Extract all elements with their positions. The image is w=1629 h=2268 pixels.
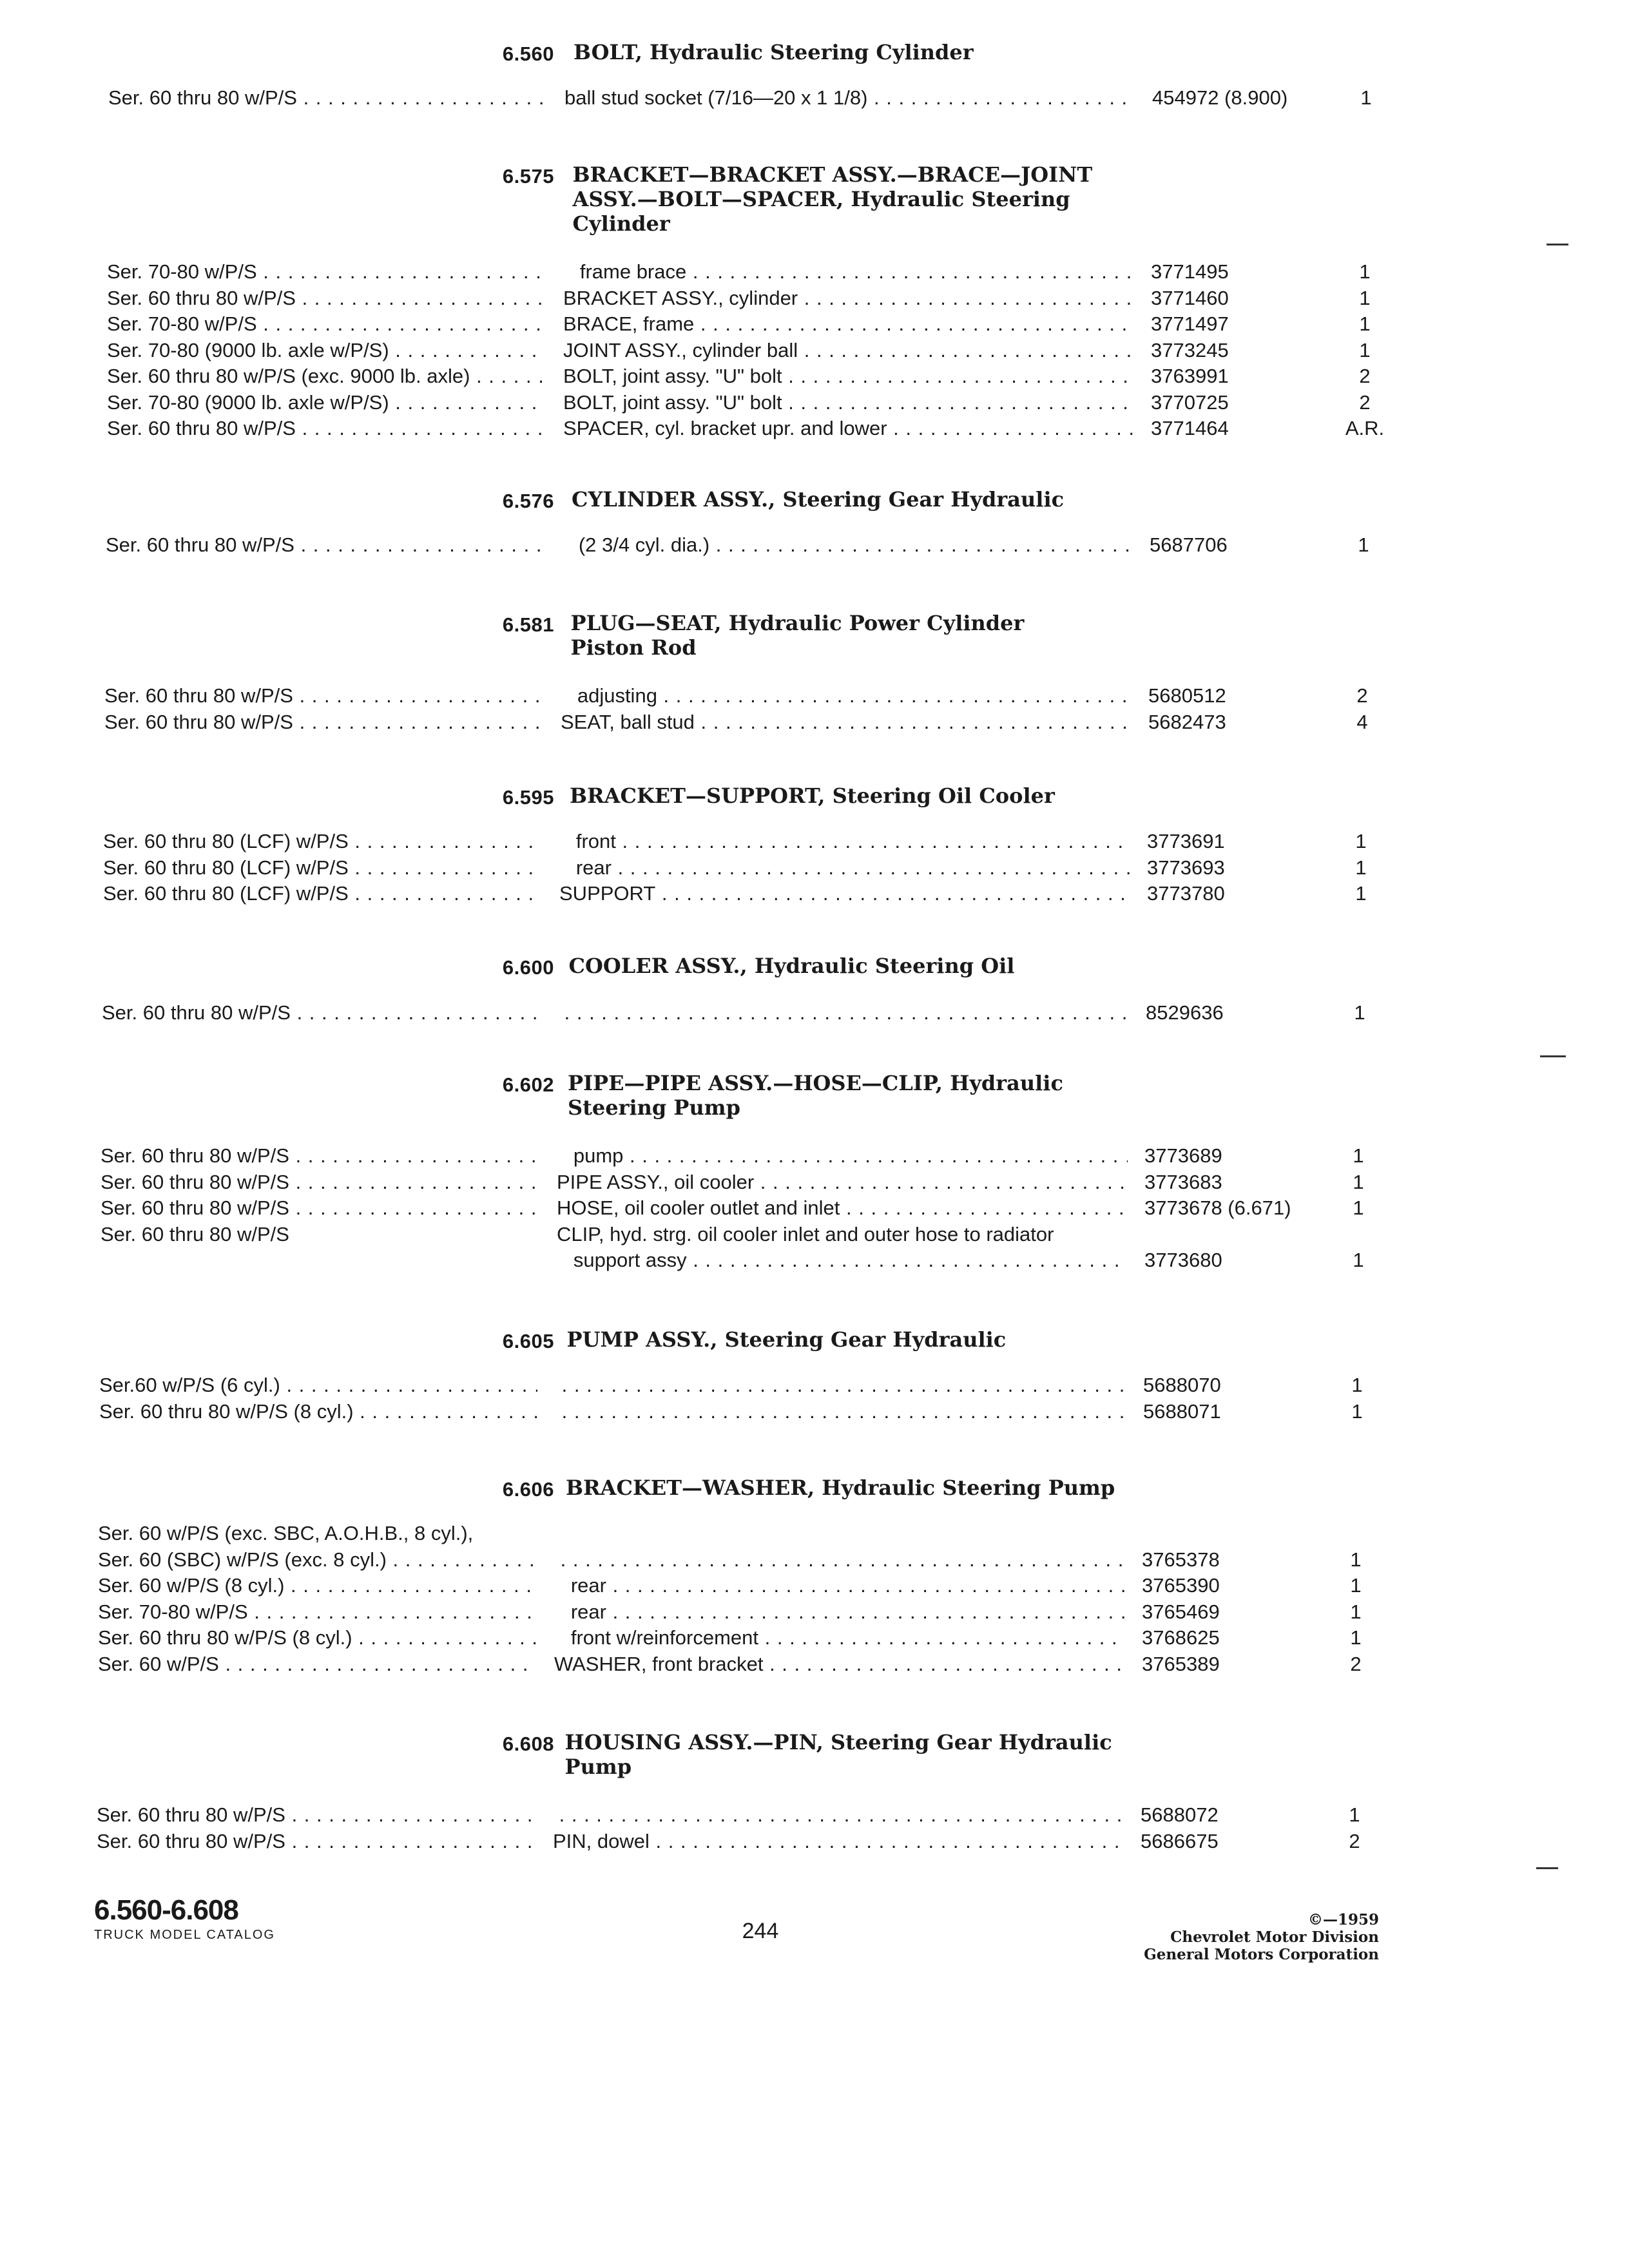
series-cell: Ser. 60 thru 80 w/P/S xyxy=(101,1222,289,1245)
series-cell: Ser. 60 thru 80 w/P/S . . . xyxy=(97,1802,535,1828)
series-cell: Ser. 60 thru 80 (LCF) w/P/S . . . xyxy=(103,855,541,881)
section-number: 6.575 xyxy=(502,165,554,187)
description-cell: BOLT, joint assy. "U" bolt . . . xyxy=(563,363,1134,389)
quantity-cell: 1 xyxy=(1350,1626,1362,1649)
series-cell: Ser. 60 thru 80 w/P/S . . . xyxy=(97,1829,535,1854)
table-row xyxy=(0,85,1629,111)
section-title: ASSY.—BOLT—SPACER, Hydraulic Steering xyxy=(572,187,1070,211)
table-row xyxy=(0,1372,1629,1398)
corporation: General Motors Corporation xyxy=(1144,1946,1379,1963)
section-number: 6.576 xyxy=(502,490,554,512)
quantity-cell: 2 xyxy=(1359,365,1371,387)
quantity-cell: 1 xyxy=(1359,286,1371,309)
copyright: ©—1959 xyxy=(1307,1911,1379,1928)
description-cell xyxy=(554,1521,1125,1546)
part-number-cell: 3765378 xyxy=(1142,1548,1220,1571)
quantity-cell: 1 xyxy=(1359,312,1371,335)
part-number-cell: 454972 (8.900) xyxy=(1152,86,1288,109)
section-number: 6.560 xyxy=(502,43,554,65)
series-cell: Ser. 60 thru 80 w/P/S . . . xyxy=(101,1143,539,1169)
section-title: BRACKET—BRACKET ASSY.—BRACE—JOINT xyxy=(572,162,1093,187)
description-cell: JOINT ASSY., cylinder ball . . . xyxy=(563,338,1134,363)
quantity-cell: 1 xyxy=(1354,1001,1365,1024)
description-cell: pump . . . xyxy=(557,1143,1128,1169)
table-row xyxy=(0,1547,1629,1573)
description-cell: BRACKET ASSY., cylinder . . . xyxy=(563,285,1134,311)
section-title: PIPE—PIPE ASSY.—HOSE—CLIP, Hydraulic xyxy=(568,1071,1063,1095)
quantity-cell: 1 xyxy=(1355,856,1367,879)
table-row xyxy=(0,390,1629,416)
table-row xyxy=(0,1521,1629,1546)
description-cell: PIN, dowel . . . xyxy=(553,1829,1124,1854)
series-cell: Ser. 60 thru 80 w/P/S . . . xyxy=(108,85,546,111)
quantity-cell: 4 xyxy=(1356,710,1368,733)
section-title: Cylinder xyxy=(572,211,670,236)
series-cell: Ser. 70-80 (9000 lb. axle w/P/S) . . . xyxy=(107,338,545,363)
table-row xyxy=(0,1802,1629,1828)
quantity-cell: 1 xyxy=(1359,338,1371,361)
table-row xyxy=(0,311,1629,337)
table-row xyxy=(0,259,1629,285)
series-cell: Ser. 60 w/P/S . . . xyxy=(98,1651,536,1677)
description-cell: BOLT, joint assy. "U" bolt . . . xyxy=(563,390,1134,416)
description-cell: CLIP, hyd. strg. oil cooler inlet and outer hose to radiator xyxy=(557,1222,1054,1245)
table-row xyxy=(0,1000,1629,1026)
quantity-cell: 1 xyxy=(1360,86,1372,109)
series-cell: Ser. 60 w/P/S (8 cyl.) . . . xyxy=(98,1573,536,1599)
description-cell: WASHER, front bracket . . . xyxy=(554,1651,1125,1677)
description-cell: rear . . . xyxy=(554,1573,1125,1599)
margin-mark xyxy=(1547,244,1568,245)
quantity-cell: 1 xyxy=(1350,1548,1362,1571)
description-cell: rear . . . xyxy=(559,855,1130,881)
description-cell: frame brace . . . xyxy=(563,259,1134,285)
part-number-cell: 3773678 (6.671) xyxy=(1144,1196,1291,1219)
quantity-cell: 1 xyxy=(1353,1196,1364,1219)
description-cell: SUPPORT . . . xyxy=(559,881,1130,907)
description-cell: SPACER, cyl. bracket upr. and lower . . . xyxy=(563,416,1134,441)
description-cell: BRACE, frame . . . xyxy=(563,311,1134,337)
quantity-cell: 1 xyxy=(1351,1399,1363,1423)
description-cell: PIPE ASSY., oil cooler . . . xyxy=(557,1169,1128,1195)
quantity-cell: 1 xyxy=(1349,1803,1360,1826)
table-row xyxy=(0,1222,1629,1247)
part-number-cell: 3773245 xyxy=(1151,338,1229,361)
series-cell: Ser. 70-80 w/P/S . . . xyxy=(107,259,545,285)
part-number-cell: 3771497 xyxy=(1151,312,1229,335)
description-cell: adjusting . . . xyxy=(561,683,1132,709)
section-title: HOUSING ASSY.—PIN, Steering Gear Hydraulic xyxy=(564,1730,1112,1754)
description-cell: ball stud socket (7/16—20 x 1 1/8) . . . xyxy=(564,85,1135,111)
description-cell xyxy=(554,1547,1125,1573)
series-cell: Ser. 60 thru 80 w/P/S . . . xyxy=(101,1169,539,1195)
quantity-cell: 1 xyxy=(1353,1170,1364,1193)
part-number-cell: 5687706 xyxy=(1150,533,1228,556)
series-cell: Ser. 60 thru 80 w/P/S . . . xyxy=(104,683,543,709)
part-number-cell: 8529636 xyxy=(1146,1001,1224,1024)
description-cell: SEAT, ball stud . . . xyxy=(561,709,1132,735)
table-row xyxy=(0,1599,1629,1625)
table-row xyxy=(0,1169,1629,1195)
description-cell: (2 3/4 cyl. dia.) . . . xyxy=(562,532,1133,558)
section-number: 6.602 xyxy=(502,1073,554,1096)
quantity-cell: 2 xyxy=(1350,1652,1362,1675)
part-number-cell: 5688071 xyxy=(1143,1399,1221,1423)
section-title: PLUG—SEAT, Hydraulic Power Cylinder xyxy=(570,611,1025,635)
section-number: 6.606 xyxy=(502,1478,554,1501)
table-row xyxy=(0,532,1629,558)
description-cell: support assy . . . xyxy=(557,1247,1128,1273)
part-number-cell: 3765390 xyxy=(1142,1574,1220,1597)
quantity-cell: 1 xyxy=(1355,882,1367,905)
table-row xyxy=(0,709,1629,735)
series-cell: Ser. 60 thru 80 w/P/S (exc. 9000 lb. axle) . . . xyxy=(107,363,545,389)
quantity-cell: 1 xyxy=(1353,1144,1364,1167)
part-number-cell: 3773689 xyxy=(1144,1144,1222,1167)
footer-publisher xyxy=(1057,1911,1379,1963)
description-cell: front . . . xyxy=(559,829,1130,854)
table-row xyxy=(0,363,1629,389)
series-cell: Ser. 60 thru 80 (LCF) w/P/S . . . xyxy=(103,829,541,854)
footer-code: 6.560-6.608 xyxy=(94,1894,238,1926)
section-number: 6.600 xyxy=(502,956,554,979)
table-row xyxy=(0,338,1629,363)
table-row xyxy=(0,1651,1629,1677)
part-number-cell: 3765469 xyxy=(1142,1600,1220,1623)
section-number: 6.605 xyxy=(502,1330,554,1352)
table-row xyxy=(0,1195,1629,1221)
quantity-cell: 2 xyxy=(1356,684,1368,707)
quantity-cell: 1 xyxy=(1359,260,1371,283)
table-row xyxy=(0,881,1629,907)
table-row xyxy=(0,855,1629,881)
margin-mark xyxy=(1536,1867,1558,1869)
part-number-cell: 3773683 xyxy=(1144,1170,1222,1193)
quantity-cell: 1 xyxy=(1355,830,1367,852)
quantity-cell: 1 xyxy=(1353,1249,1364,1271)
table-row xyxy=(0,1247,1629,1273)
description-cell xyxy=(555,1399,1126,1425)
part-number-cell: 3773780 xyxy=(1147,882,1225,905)
part-number-cell: 3771464 xyxy=(1151,417,1229,439)
section-number: 6.581 xyxy=(502,613,554,636)
series-cell: Ser. 60 w/P/S (exc. SBC, A.O.H.B., 8 cyl.), xyxy=(98,1522,474,1544)
section-title: CYLINDER ASSY., Steering Gear Hydraulic xyxy=(572,487,1065,512)
series-cell: Ser. 60 thru 80 (LCF) w/P/S . . . xyxy=(103,881,541,907)
series-cell: Ser.60 w/P/S (6 cyl.) . . . xyxy=(99,1372,537,1398)
part-number-cell: 3773693 xyxy=(1147,856,1225,879)
description-cell: front w/reinforcement . . . xyxy=(554,1625,1125,1651)
series-cell xyxy=(101,1247,539,1273)
series-cell: Ser. 60 (SBC) w/P/S (exc. 8 cyl.) . . . xyxy=(98,1547,536,1573)
page-number: 244 xyxy=(742,1919,779,1943)
quantity-cell: 1 xyxy=(1351,1374,1363,1396)
footer-subtitle: TRUCK MODEL CATALOG xyxy=(94,1928,275,1942)
quantity-cell: 1 xyxy=(1358,533,1369,556)
series-cell: Ser. 60 thru 80 w/P/S . . . xyxy=(107,285,545,311)
section-title: Steering Pump xyxy=(568,1095,740,1120)
table-row xyxy=(0,285,1629,311)
footer-catalog-id xyxy=(94,1894,275,1943)
part-number-cell: 5688072 xyxy=(1141,1803,1219,1826)
table-row xyxy=(0,1573,1629,1599)
series-cell: Ser. 70-80 w/P/S . . . xyxy=(107,311,545,337)
part-number-cell: 3773680 xyxy=(1144,1249,1222,1271)
table-row xyxy=(0,416,1629,441)
section-title: BRACKET—SUPPORT, Steering Oil Cooler xyxy=(570,783,1055,808)
part-number-cell: 5682473 xyxy=(1148,710,1226,733)
table-row xyxy=(0,1399,1629,1425)
part-number-cell xyxy=(1144,1222,1338,1247)
section-title: BOLT, Hydraulic Steering Cylinder xyxy=(574,40,974,64)
description-cell xyxy=(555,1372,1126,1398)
quantity-cell: 2 xyxy=(1349,1829,1360,1852)
part-number-cell: 5688070 xyxy=(1143,1374,1221,1396)
table-row xyxy=(0,1143,1629,1169)
description-cell xyxy=(558,1000,1129,1026)
description-cell: HOSE, oil cooler outlet and inlet . . . xyxy=(557,1195,1128,1221)
series-cell: Ser. 60 thru 80 w/P/S . . . xyxy=(101,1195,539,1221)
series-cell: Ser. 60 thru 80 w/P/S . . . xyxy=(107,416,545,441)
part-number-cell: 3773691 xyxy=(1147,830,1225,852)
quantity-cell xyxy=(1330,1521,1382,1546)
margin-mark xyxy=(1540,1055,1566,1057)
series-cell: Ser. 70-80 w/P/S . . . xyxy=(98,1599,536,1625)
quantity-cell: 1 xyxy=(1350,1600,1362,1623)
description-cell xyxy=(553,1802,1124,1828)
section-number: 6.608 xyxy=(502,1733,554,1755)
table-row xyxy=(0,1829,1629,1854)
description-cell: rear . . . xyxy=(554,1599,1125,1625)
section-title: PUMP ASSY., Steering Gear Hydraulic xyxy=(566,1327,1007,1352)
table-row xyxy=(0,1625,1629,1651)
quantity-cell xyxy=(1333,1222,1384,1247)
quantity-cell: 1 xyxy=(1350,1574,1362,1597)
part-number-cell: 3770725 xyxy=(1151,390,1229,414)
section-title: Piston Rod xyxy=(570,635,697,660)
table-row xyxy=(0,683,1629,709)
series-cell: Ser. 60 thru 80 w/P/S . . . xyxy=(102,1000,540,1026)
quantity-cell: A.R. xyxy=(1345,417,1385,439)
section-title: Pump xyxy=(564,1754,632,1779)
section-number: 6.595 xyxy=(502,786,554,809)
part-number-cell xyxy=(1142,1521,1335,1546)
part-number-cell: 3771460 xyxy=(1151,286,1229,309)
part-number-cell: 5686675 xyxy=(1141,1829,1219,1852)
series-cell: Ser. 60 thru 80 w/P/S . . . xyxy=(106,532,544,558)
section-title: COOLER ASSY., Hydraulic Steering Oil xyxy=(568,954,1015,978)
part-number-cell: 3768625 xyxy=(1142,1626,1220,1649)
table-row xyxy=(0,829,1629,854)
series-cell: Ser. 60 thru 80 w/P/S (8 cyl.) . . . xyxy=(98,1625,536,1651)
quantity-cell: 2 xyxy=(1359,390,1371,414)
series-cell: Ser. 60 thru 80 w/P/S . . . xyxy=(104,709,543,735)
series-cell: Ser. 70-80 (9000 lb. axle w/P/S) . . . xyxy=(107,390,545,416)
part-number-cell: 3765389 xyxy=(1142,1652,1220,1675)
part-number-cell: 3771495 xyxy=(1151,260,1229,283)
division: Chevrolet Motor Division xyxy=(1170,1928,1379,1946)
part-number-cell: 5680512 xyxy=(1148,684,1226,707)
section-title: BRACKET—WASHER, Hydraulic Steering Pump xyxy=(566,1475,1115,1500)
part-number-cell: 3763991 xyxy=(1151,365,1229,387)
series-cell: Ser. 60 thru 80 w/P/S (8 cyl.) . . . xyxy=(99,1399,537,1425)
